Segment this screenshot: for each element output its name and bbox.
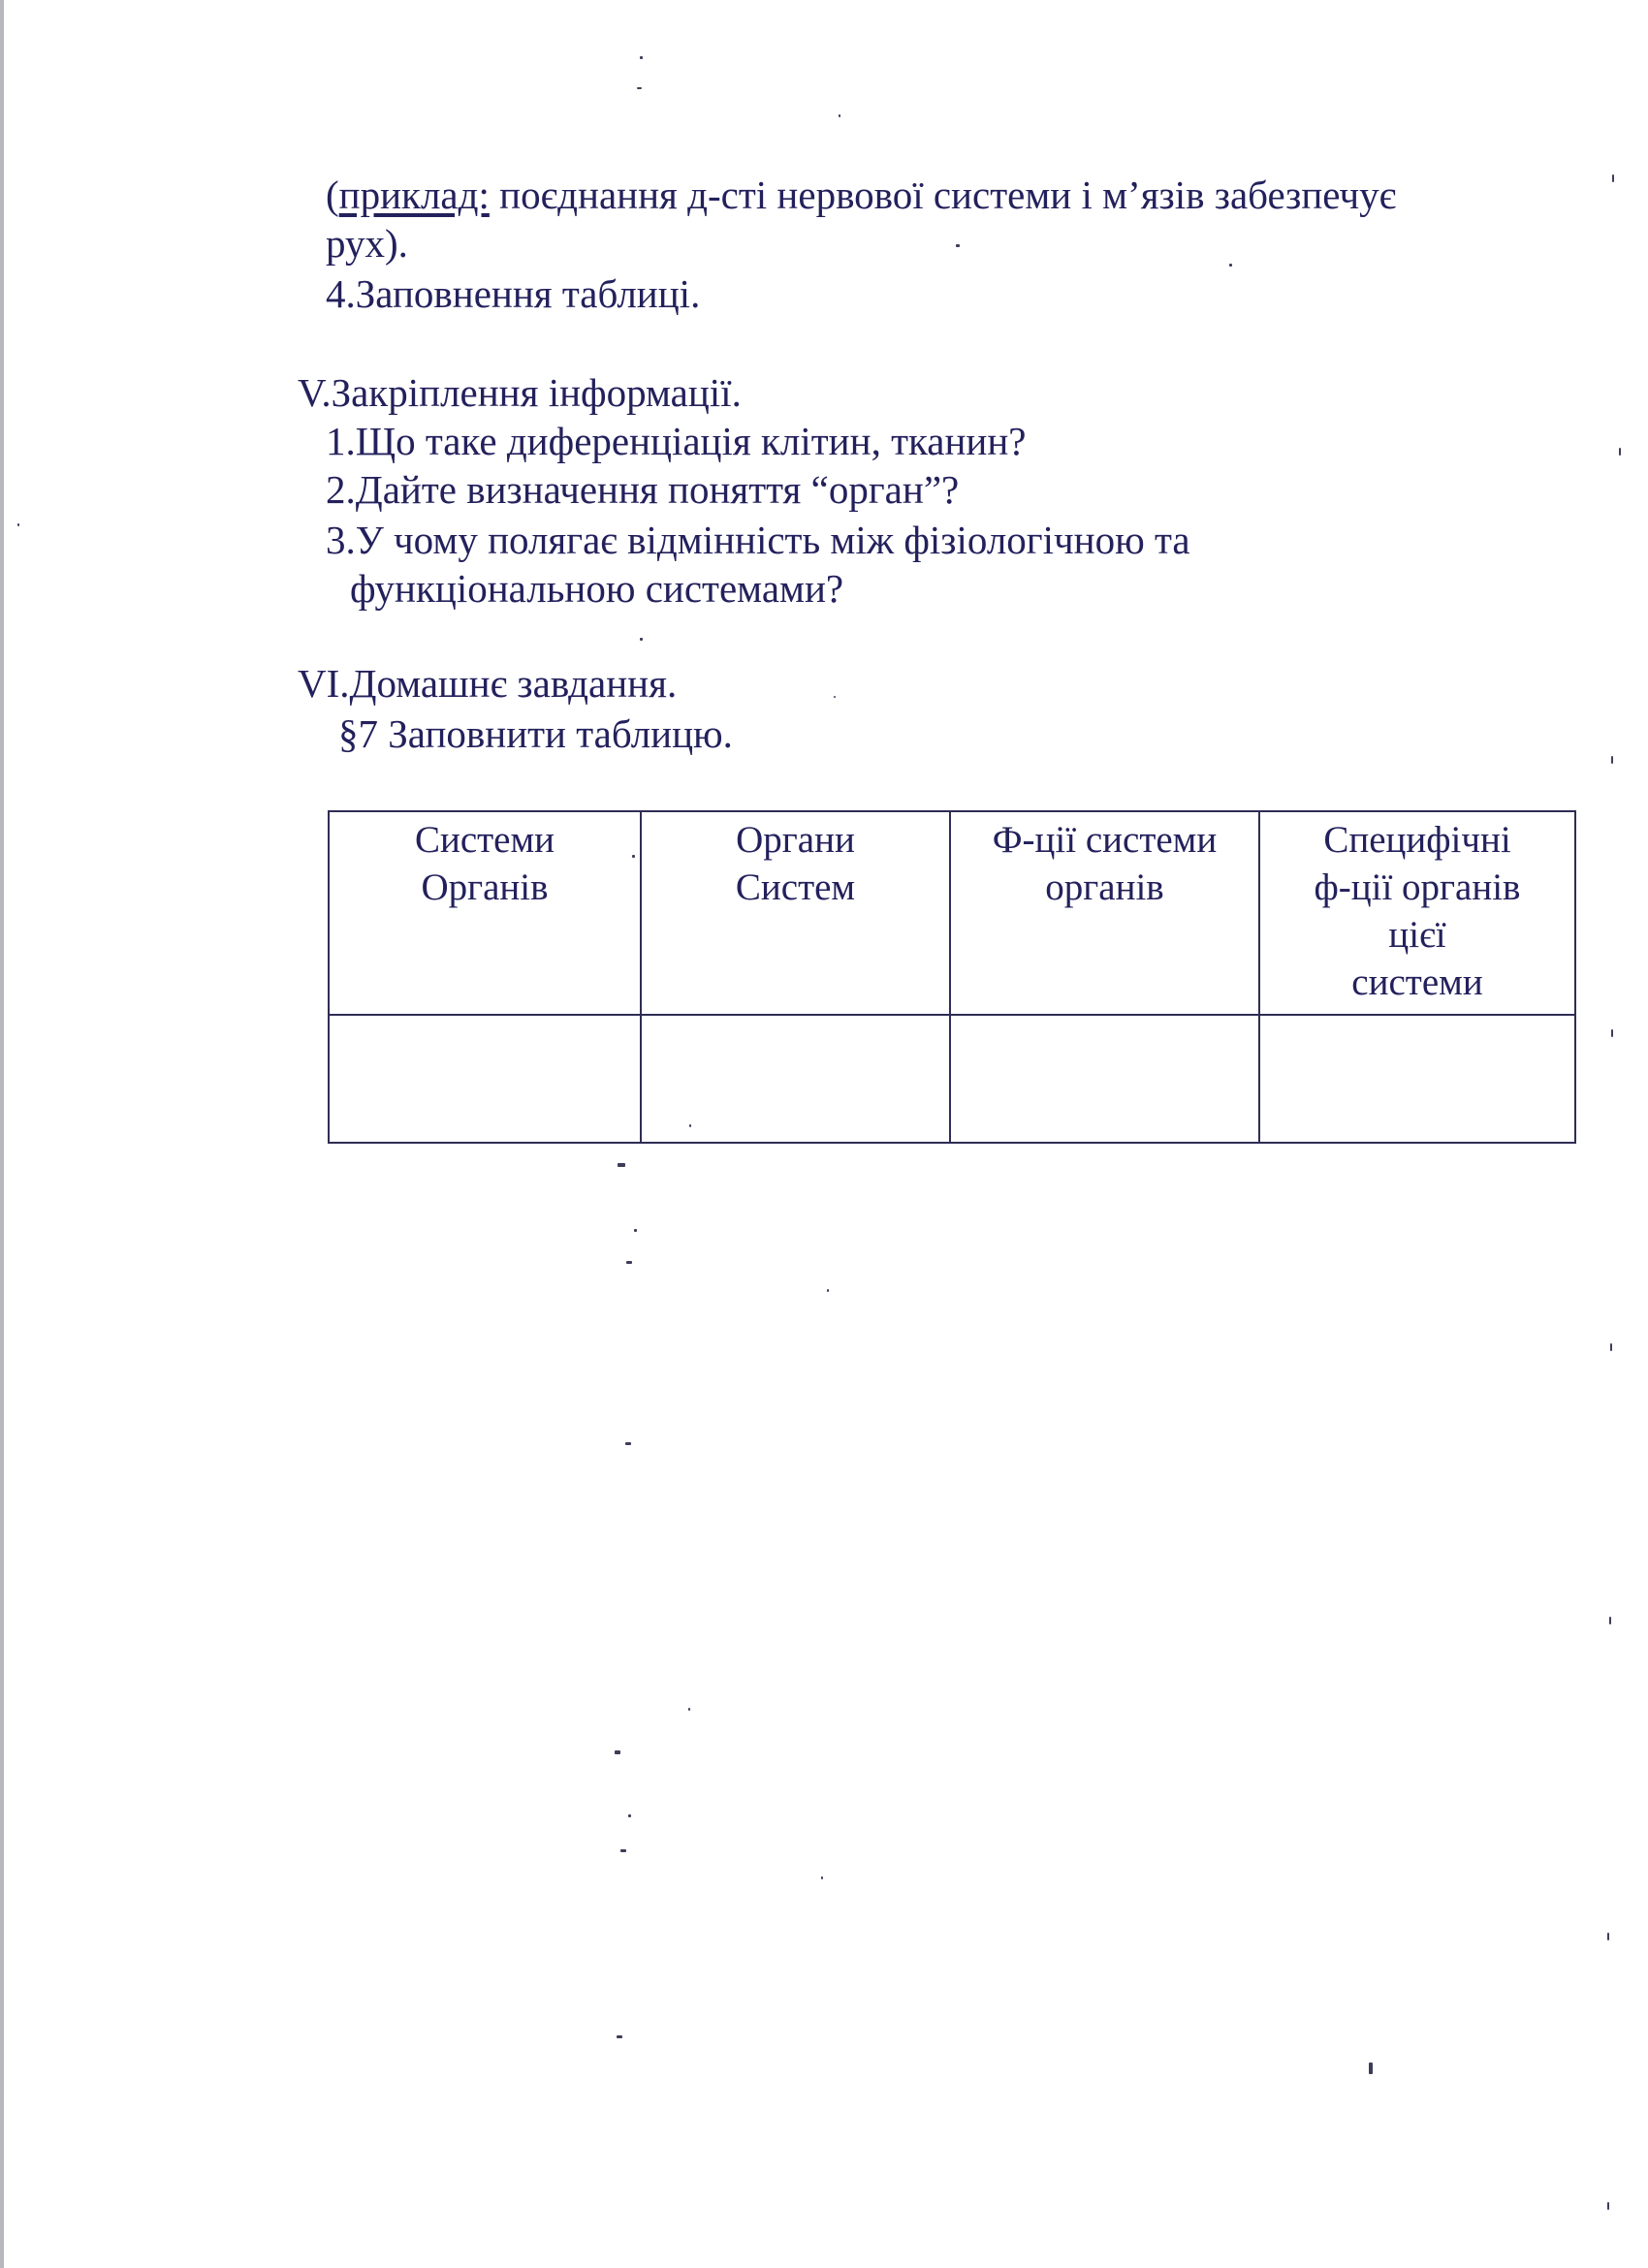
scan-speck [1609, 1617, 1611, 1624]
question-1: 1.Що таке диференціація клітин, тканин? [326, 419, 1027, 463]
table-row [329, 1015, 1575, 1143]
table-cell [641, 1015, 950, 1143]
scan-speck [615, 1750, 620, 1754]
homework-task: §7 Заповнити таблицю. [338, 711, 733, 756]
example-label: приклад: [338, 173, 490, 217]
header-line: Систем [735, 866, 856, 908]
scan-speck [625, 1442, 631, 1445]
scan-speck [1619, 448, 1621, 456]
scan-speck [1607, 2202, 1609, 2210]
header-line: Ф-ції системи [992, 819, 1218, 861]
step-4-fill-table: 4.Заповнення таблиці. [326, 271, 701, 316]
scan-speck [640, 56, 643, 59]
scan-speck [626, 1261, 632, 1264]
example-text: поєднання д-сті нервової системи і м’язів забезпечує [489, 173, 1397, 217]
header-specific-functions [1259, 811, 1575, 1015]
header-system-functions [950, 811, 1259, 1015]
scan-speck [956, 244, 960, 247]
question-3: 3.У чому полягає відмінність між фізіологічною та [326, 518, 1190, 562]
table-cell [1259, 1015, 1575, 1143]
header-line: системи [1351, 961, 1483, 1003]
scan-speck [620, 1849, 626, 1852]
scan-speck [821, 1876, 823, 1879]
header-line: Специфічні [1323, 819, 1511, 861]
example-open-paren: ( [326, 173, 339, 217]
scan-speck [628, 1814, 631, 1817]
header-line: Органів [421, 866, 549, 908]
header-organ-systems [329, 811, 641, 1015]
header-line: органів [1045, 866, 1164, 908]
organ-systems-table [328, 810, 1576, 1144]
scan-speck [634, 1229, 637, 1232]
scan-speck [827, 1289, 829, 1292]
scan-speck [1610, 1343, 1612, 1351]
scan-speck [640, 638, 643, 641]
table-cell [329, 1015, 641, 1143]
scan-speck [834, 696, 836, 698]
scan-speck [17, 523, 19, 526]
scan-speck [1611, 756, 1613, 764]
example-continuation: рух). [326, 221, 408, 266]
header-system-organs [641, 811, 950, 1015]
scan-speck [1612, 174, 1614, 182]
header-line: Органи [736, 819, 855, 861]
question-2: 2.Дайте визначення поняття “орган”? [326, 467, 960, 512]
scan-speck [689, 1124, 691, 1127]
example-line [326, 171, 1396, 219]
scan-speck [1611, 1029, 1613, 1037]
scan-speck [1229, 264, 1232, 267]
table-header-row [329, 811, 1575, 1015]
scan-edge [0, 0, 4, 2268]
scan-speck [1607, 1933, 1609, 1940]
scan-speck [632, 855, 635, 858]
scan-speck [688, 1708, 690, 1711]
scan-speck [1369, 2063, 1373, 2074]
scan-speck [618, 1163, 625, 1167]
header-line: Системи [414, 819, 555, 861]
scan-speck [617, 2035, 622, 2038]
scan-speck [839, 114, 840, 117]
table-cell [950, 1015, 1259, 1143]
section-5-heading: V.Закріплення інформації. [298, 370, 742, 415]
header-line: цієї [1388, 914, 1446, 956]
header-line: ф-ції органів [1314, 866, 1521, 908]
question-3-continuation: функціональною системами? [350, 566, 844, 611]
section-6-heading: VI.Домашнє завдання. [298, 661, 678, 706]
scan-speck [637, 87, 642, 89]
